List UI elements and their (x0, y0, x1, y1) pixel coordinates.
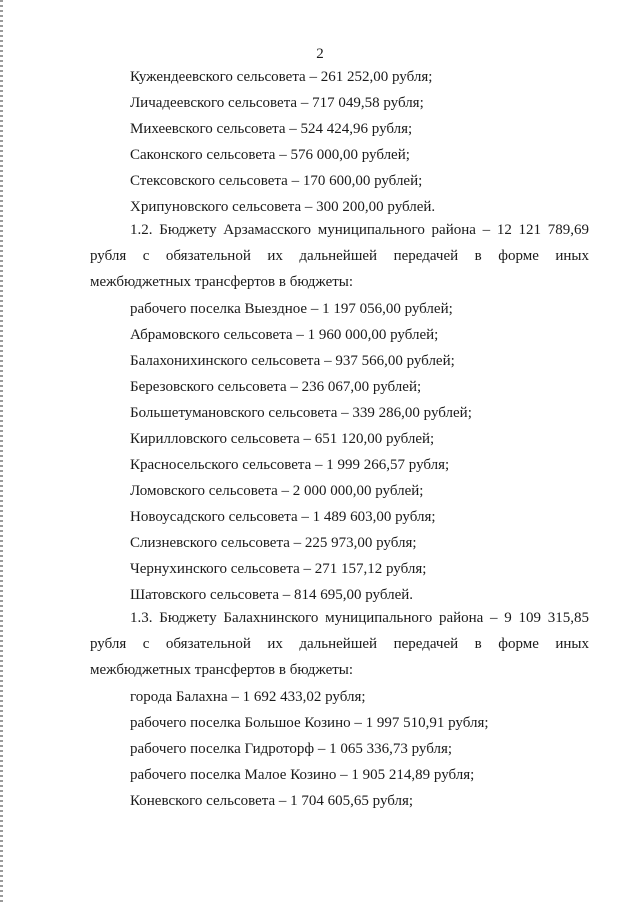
list-item: Новоусадского сельсовета – 1 489 603,00 рубля; (130, 509, 436, 525)
list-item: Чернухинского сельсовета – 271 157,12 рубля; (130, 561, 427, 577)
list-item: города Балахна – 1 692 433,02 рубля; (130, 689, 366, 705)
list-item: рабочего поселка Выездное – 1 197 056,00 рублей; (130, 301, 453, 317)
list-item: Большетумановского сельсовета – 339 286,00 рублей; (130, 405, 472, 421)
list-item: Абрамовского сельсовета – 1 960 000,00 рублей; (130, 327, 439, 343)
paragraph-line: 1.2. Бюджету Арзамасского муниципального района – 12 121 789,69 (130, 222, 589, 238)
scan-edge-border (0, 0, 3, 905)
list-item: Березовского сельсовета – 236 067,00 рублей; (130, 379, 422, 395)
list-item: Кужендеевского сельсовета – 261 252,00 рубля; (130, 69, 433, 85)
list-item: рабочего поселка Гидроторф – 1 065 336,73 рубля; (130, 741, 453, 757)
paragraph-line: рубля с обязательной их дальнейшей передачей в форме иных (90, 635, 589, 652)
list-item: Коневского сельсовета – 1 704 605,65 рубля; (130, 793, 414, 809)
list-item: Красносельского сельсовета – 1 999 266,57 рубля; (130, 457, 450, 473)
paragraph-line: 1.3. Бюджету Балахнинского муниципального района – 9 109 315,85 (130, 610, 589, 626)
list-item: Балахонихинского сельсовета – 937 566,00 рублей; (130, 353, 455, 369)
list-item: Шатовского сельсовета – 814 695,00 рублей. (130, 587, 414, 603)
paragraph-line: межбюджетных трансфертов в бюджеты: (90, 661, 354, 678)
list-item: Стексовского сельсовета – 170 600,00 рублей; (130, 173, 423, 189)
paragraph-line: межбюджетных трансфертов в бюджеты: (90, 273, 354, 290)
list-item: рабочего поселка Малое Козино – 1 905 214,89 рубля; (130, 767, 475, 783)
list-item: Хрипуновского сельсовета – 300 200,00 рублей. (130, 199, 436, 215)
list-item: Слизневского сельсовета – 225 973,00 рубля; (130, 535, 417, 551)
paragraph-line: рубля с обязательной их дальнейшей передачей в форме иных (90, 247, 589, 264)
list-item: рабочего поселка Большое Козино – 1 997 510,91 рубля; (130, 715, 489, 731)
page-number: 2 (316, 46, 324, 62)
list-item: Михеевского сельсовета – 524 424,96 рубля; (130, 121, 413, 137)
list-item: Кирилловского сельсовета – 651 120,00 рублей; (130, 431, 435, 447)
paragraph-1-2 (90, 218, 589, 295)
list-item: Саконского сельсовета – 576 000,00 рублей; (130, 147, 410, 163)
list-item: Ломовского сельсовета – 2 000 000,00 рублей; (130, 483, 424, 499)
paragraph-1-3 (90, 606, 589, 683)
list-item: Личадеевского сельсовета – 717 049,58 рубля; (130, 95, 424, 111)
